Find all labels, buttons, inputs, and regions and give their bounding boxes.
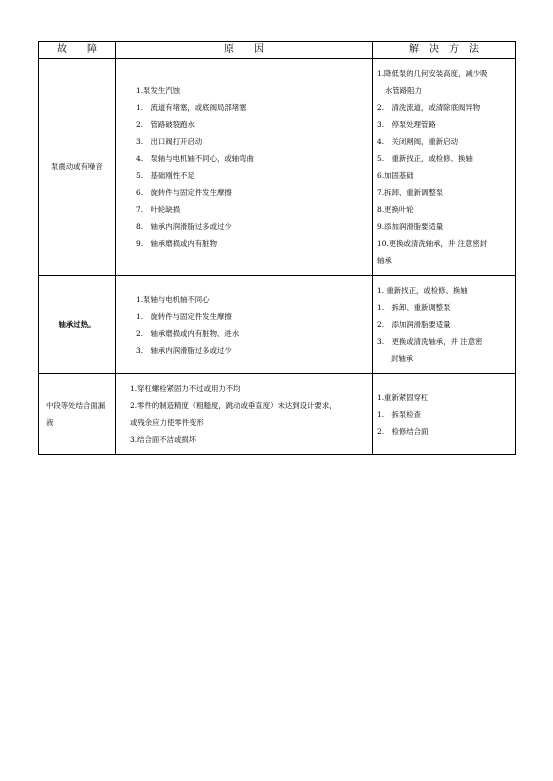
cause-item: 8. 轴承内润滑脂过多或过少 (136, 222, 232, 231)
solution-item: 水管路阻力 (385, 86, 422, 95)
solution-cell (373, 276, 516, 374)
cause-cell (116, 374, 373, 455)
cause-item: 4. 泵轴与电机轴不同心，或轴弯曲 (136, 154, 254, 163)
solution-item: 1.降低泵的几何安装高度，减少吸 (377, 69, 488, 78)
solution-item: 7.拆卸、重新调整泵 (377, 188, 444, 197)
document-page (38, 41, 515, 455)
fault-text: 泵震动或有噪音 (51, 162, 103, 171)
table-row (39, 59, 516, 276)
solution-item: 3. 停泵处理管路 (377, 120, 436, 129)
solution-item: 5. 重新找正，或检修、换轴 (377, 154, 473, 163)
header-cause: 原 因 (116, 42, 373, 59)
table-row (39, 374, 516, 455)
solution-item: 4. 关闭闸阀，重新启动 (377, 137, 458, 146)
solution-item: 1.重新紧固穿杠 (377, 392, 429, 402)
solution-item: 2. 添加润滑脂要适量 (377, 320, 451, 329)
fault-text: 轴承过热。 (58, 319, 96, 329)
cause-item: 5. 基础刚性不足 (136, 171, 195, 180)
cause-item: 6. 旋转件与固定件发生摩擦 (136, 188, 232, 197)
cause-item: 7. 叶轮缺损 (136, 205, 181, 214)
solution-item: 1. 拆泵检查 (377, 409, 422, 419)
cause-item: 1.穿杠螺栓紧固力不过或用力不均 (130, 384, 241, 393)
cause-cell (116, 59, 373, 276)
header-solution: 解 决 方 法 (373, 42, 516, 59)
cause-item: 2. 管路破裂跑水 (136, 120, 195, 129)
table-header-row (39, 42, 516, 59)
cause-item: 1. 流道有堵塞，或底阀局部堵塞 (136, 103, 247, 112)
solution-item: 轴承 (377, 256, 392, 265)
cause-item: 2.零件的制造精度（粗糙度，跳动或垂直度）未达到设计要求， (130, 401, 337, 410)
fault-cell (39, 59, 116, 276)
solution-item: 3. 更换或清洗轴承，并 注意密 (377, 337, 483, 346)
cause-item: 9. 轴承磨损或内有脏物 (136, 239, 217, 248)
fault-cell (39, 374, 116, 455)
cause-item: 3.结合面不洁或损坏 (130, 435, 197, 444)
cause-item: 1. 旋转件与固定件发生摩擦 (136, 311, 232, 321)
troubleshooting-table (38, 41, 516, 455)
cause-item: 3. 轴承内润滑脂过多或过少 (136, 345, 232, 355)
solution-cell (373, 374, 516, 455)
solution-item: 1. 拆卸、重新调整泵 (377, 303, 451, 312)
cause-item: 或残余应力使零件变形 (130, 418, 204, 427)
header-fault: 故 障 (39, 42, 116, 59)
solution-cell (373, 59, 516, 276)
cause-item: 2. 轴承磨损或内有脏物、进水 (136, 328, 240, 338)
fault-cell (39, 276, 116, 374)
solution-item: 9.添加润滑脂要适量 (377, 222, 444, 231)
cause-item: 1.泵发生汽蚀 (136, 86, 181, 95)
cause-item: 3. 出口阀打开启动 (136, 137, 203, 146)
solution-item: 2. 检修结合面 (377, 426, 429, 436)
table-row (39, 276, 516, 374)
cause-cell (116, 276, 373, 374)
solution-item: 1. 重新找正，或检修、换轴 (377, 286, 468, 295)
solution-item: 封轴承 (391, 354, 414, 363)
solution-item: 10.更换或清洗轴承，并 注意密封 (377, 239, 488, 248)
solution-item: 6.加固基础 (377, 171, 414, 180)
cause-item: 1.泵轴与电机轴不同心 (136, 294, 210, 304)
solution-item: 8.更换叶轮 (377, 205, 414, 214)
solution-item: 2. 清洗流道，或清除底阀异物 (377, 103, 481, 112)
fault-text: 中段等处结合面漏液 (46, 401, 106, 427)
